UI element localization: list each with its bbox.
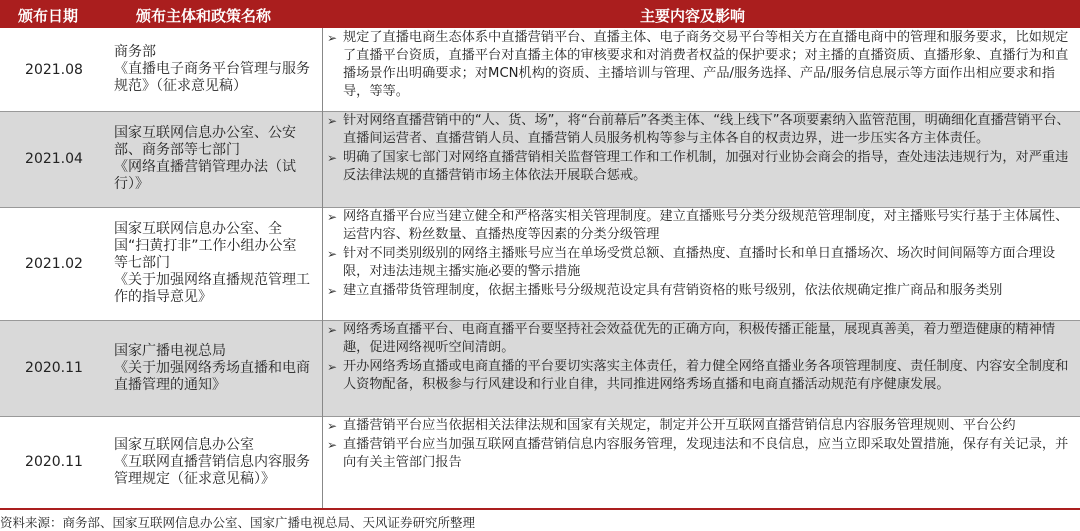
table-row — [0, 320, 1080, 416]
policy-cell — [108, 28, 318, 111]
content-cell — [322, 28, 1080, 111]
header-content: 主要内容及影响 — [640, 7, 746, 25]
bullet-item: ➢ 规定了直播电商生态体系中直播营销平台、直播主体、电子商务交易平台等相关方在直播电商中的管理和服务要求，比如规定了直播平台资质，直播平台对直播主体的审核要求和对消费者权益的保护要求；对主播的直播资质、直播形象、直播行为和直播场景作出明确要求；对MCN机构的资质、主播培训与管理、产品/服务选择、产品/服务信息展示等方面作出相应要求和指导，等等。 — [327, 30, 1069, 99]
arrow-right-outline-icon: ➢ — [327, 284, 338, 298]
policy-issuer: 商务部 — [114, 44, 156, 60]
table-row — [0, 207, 1080, 320]
policy-title: 《关于加强网络秀场直播和电商直播管理的通知》 — [114, 359, 310, 393]
policy-issuer: 国家广播电视总局 — [114, 342, 226, 359]
content-cell — [322, 416, 1080, 508]
table-header — [0, 0, 1080, 28]
bullet-item: ➢ 网络直播平台应当建立健全和严格落实相关管理制度。建立直播账号分类分级规范管理制度，对主播账号实行基于主体属性、运营内容、粉丝数量、直播热度等因素的分类分级管理 — [327, 209, 1069, 242]
arrow-right-outline-icon: ➢ — [327, 419, 338, 433]
arrow-right-outline-icon: ➢ — [327, 360, 338, 374]
bullet-item: ➢ 针对网络直播营销中的“人、货、场”，将“台前幕后”各类主体、“线上线下”各项要素纳入监管范围，明确细化直播营销平台、直播间运营者、直播营销人员、直播营销人员服务机构等参与主体各自的权责边界，进一步压实各方主体责任。 — [327, 113, 1070, 146]
source-note: 资料来源：商务部、国家互联网信息办公室、国家广播电视总局、天风证券研究所整理 — [0, 508, 1080, 530]
policy-cell — [108, 111, 318, 207]
content-cell — [322, 111, 1080, 207]
date-cell: 2020.11 — [25, 454, 83, 470]
date-cell: 2021.04 — [25, 151, 83, 167]
table-row — [0, 416, 1080, 508]
content-cell — [322, 320, 1080, 416]
arrow-right-outline-icon: ➢ — [327, 210, 338, 224]
table-row — [0, 28, 1080, 111]
bullet-item: ➢ 针对不同类别级别的网络主播账号应当在单场受赏总额、直播热度、直播时长和单日直播场次、场次时间间隔等方面合理设限，对违法违规主播实施必要的警示措施 — [327, 246, 1056, 279]
arrow-right-outline-icon: ➢ — [327, 31, 338, 45]
policy-title: 《直播电子商务平台管理与服务规范》（征求意见稿） — [114, 61, 310, 94]
header-date: 颁布日期 — [18, 7, 79, 25]
arrow-right-outline-icon: ➢ — [327, 247, 338, 261]
arrow-right-outline-icon: ➢ — [327, 114, 338, 128]
policy-title: 《网络直播营销管理办法（试行）》 — [114, 159, 296, 192]
bullet-item: ➢ 直播营销平台应当加强互联网直播营销信息内容服务管理，发现违法和不良信息，应当立即采取处置措施，保存有关记录，并向有关主管部门报告 — [327, 437, 1069, 470]
policy-cell — [108, 320, 318, 416]
bullet-item: ➢ 网络秀场直播平台、电商直播平台要坚持社会效益优先的正确方向，积极传播正能量，展现真善美，着力塑造健康的精神情趣，促进网络视听空间清朗。 — [327, 322, 1056, 355]
policy-cell — [108, 207, 318, 320]
date-cell: 2020.11 — [25, 360, 83, 376]
date-cell: 2021.08 — [25, 61, 83, 78]
content-cell — [322, 207, 1080, 320]
arrow-right-outline-icon: ➢ — [327, 438, 338, 452]
arrow-right-outline-icon: ➢ — [327, 323, 338, 337]
policy-title: 《互联网直播营销信息内容服务管理规定（征求意见稿）》 — [114, 453, 310, 487]
policy-issuer: 国家互联网信息办公室、公安部、商务部等七部门 — [114, 125, 296, 158]
arrow-right-outline-icon: ➢ — [327, 151, 338, 165]
policy-issuer: 国家互联网信息办公室 — [114, 436, 254, 453]
policy-title: 《关于加强网络直播规范管理工作的指导意见》 — [114, 272, 310, 305]
policy-cell — [108, 416, 318, 508]
policy-issuer: 国家互联网信息办公室、全国“扫黄打非”工作小组办公室等七部门 — [114, 221, 297, 271]
table-row — [0, 111, 1080, 207]
header-policy: 颁布主体和政策名称 — [136, 7, 272, 25]
bullet-item: ➢ 开办网络秀场直播或电商直播的平台要切实落实主体责任，着力健全网络直播业务各项管理制度、责任制度、内容安全制度和人资物配备，积极参与行风建设和行业自律，共同推进网络秀场直播和电商直播活动规范有序健康发展。 — [327, 359, 1069, 392]
bullet-item: ➢ 明确了国家七部门对网络直播营销相关监督管理工作和工作机制，加强对行业协会商会的指导，查处违法违规行为，对严重违反法律法规的直播营销市场主体依法开展联合惩戒。 — [327, 150, 1069, 183]
bullet-item: ➢ 直播营销平台应当依据相关法律法规和国家有关规定，制定并公开互联网直播营销信息内容服务管理规则、平台公约 — [327, 418, 1016, 433]
date-cell: 2021.02 — [25, 255, 83, 272]
bullet-item: ➢ 建立直播带货管理制度，依据主播账号分级规范设定具有营销资格的账号级别，依法依规确定推广商品和服务类别 — [327, 283, 1003, 298]
